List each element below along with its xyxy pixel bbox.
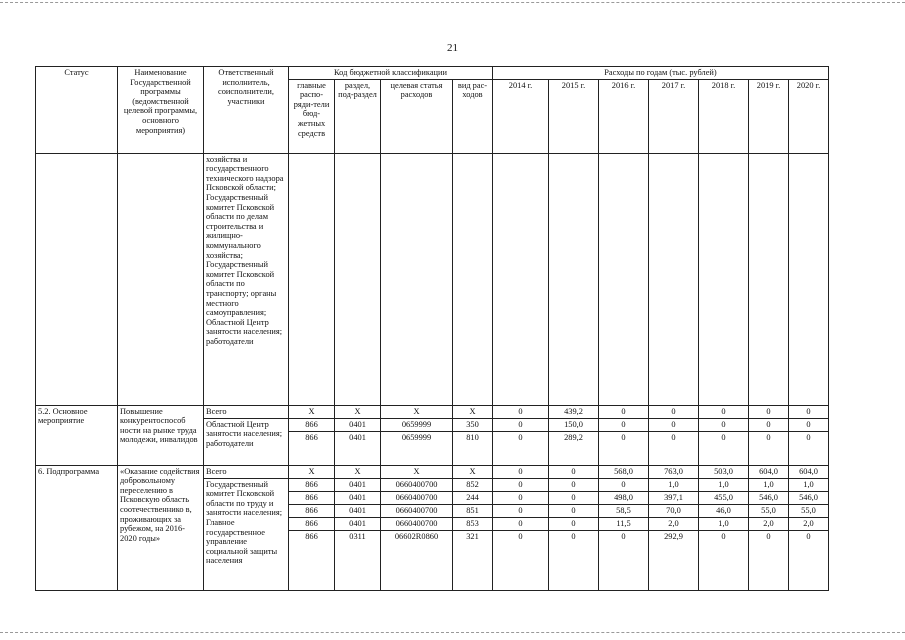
cell: 244 <box>453 491 493 504</box>
cell: 455,0 <box>699 491 749 504</box>
cell: 498,0 <box>599 491 649 504</box>
cell: 0 <box>599 530 649 590</box>
cell: 1,0 <box>749 478 789 491</box>
cell: 46,0 <box>699 504 749 517</box>
header-budget-code: Код бюджетной классификации <box>289 67 493 80</box>
block2-executor-total: Всего <box>204 465 289 478</box>
cell: 0 <box>493 491 549 504</box>
header-year-2018: 2018 г. <box>699 79 749 153</box>
cell: 0 <box>749 418 789 431</box>
table-row <box>36 405 829 418</box>
cell: 568,0 <box>599 465 649 478</box>
cell: 0 <box>493 504 549 517</box>
cell: 0 <box>749 405 789 418</box>
cell: 1,0 <box>699 478 749 491</box>
table-row <box>36 465 829 478</box>
cell: 0401 <box>335 504 381 517</box>
header-section: раздел, под-раздел <box>335 79 381 153</box>
cell: 0 <box>649 418 699 431</box>
budget-table <box>35 66 829 591</box>
cell: 0 <box>649 405 699 418</box>
cell: 851 <box>453 504 493 517</box>
cell: 0 <box>493 465 549 478</box>
cell: 0 <box>549 517 599 530</box>
cell: 0659999 <box>381 431 453 465</box>
cell: 604,0 <box>749 465 789 478</box>
cell: X <box>381 405 453 418</box>
cell: 0659999 <box>381 418 453 431</box>
cell: 0 <box>493 530 549 590</box>
cell: X <box>289 405 335 418</box>
block1-executor-total: Всего <box>204 405 289 418</box>
cell: 0 <box>549 465 599 478</box>
header-year-2015: 2015 г. <box>549 79 599 153</box>
cell: 0660400700 <box>381 517 453 530</box>
cell: 0660400700 <box>381 504 453 517</box>
cell: 763,0 <box>649 465 699 478</box>
cell: 0 <box>749 530 789 590</box>
header-grbs: главные распо-ряди-тели бюд-жетных средств <box>289 79 335 153</box>
cell: 866 <box>289 478 335 491</box>
cell: 2,0 <box>749 517 789 530</box>
cell: X <box>289 465 335 478</box>
cell: 866 <box>289 491 335 504</box>
page-number: 21 <box>447 42 458 54</box>
cell: 0 <box>549 504 599 517</box>
continued-executor: хозяйства и государственного технического надзора Псковской области; Государственный комитет Псковской области по делам строительства и жилищно-коммунального хозяйства; Государственный комитет Псковской области по транспорту; органы местного самоуправления; Областной Центр занятости населения; работодатели <box>204 153 289 405</box>
block2-executor: Государственный комитет Псковской области по труду и занятости населения; Главное государственное управление социальной защиты населения <box>204 478 289 590</box>
cell: 0 <box>789 530 829 590</box>
cell: 853 <box>453 517 493 530</box>
cell: 0401 <box>335 491 381 504</box>
cell: 439,2 <box>549 405 599 418</box>
cell: 503,0 <box>699 465 749 478</box>
cell: 0 <box>493 418 549 431</box>
cell: 0660400700 <box>381 478 453 491</box>
cell: 866 <box>289 517 335 530</box>
cell: 866 <box>289 431 335 465</box>
cell: 866 <box>289 504 335 517</box>
cell: 546,0 <box>749 491 789 504</box>
header-year-2016: 2016 г. <box>599 79 649 153</box>
cell: X <box>453 465 493 478</box>
cell: 0 <box>789 431 829 465</box>
header-expenses: Расходы по годам (тыс. рублей) <box>493 67 829 80</box>
cell: 0 <box>549 530 599 590</box>
cell: 0311 <box>335 530 381 590</box>
cell: 321 <box>453 530 493 590</box>
cell: 55,0 <box>749 504 789 517</box>
cell: 0 <box>789 418 829 431</box>
cell: 0 <box>699 418 749 431</box>
cell: 0 <box>599 478 649 491</box>
cell: 0 <box>493 478 549 491</box>
cell: 604,0 <box>789 465 829 478</box>
cell: 810 <box>453 431 493 465</box>
continued-row <box>36 153 829 405</box>
cell: 1,0 <box>789 478 829 491</box>
header-year-2017: 2017 г. <box>649 79 699 153</box>
cell: 55,0 <box>789 504 829 517</box>
cell: 0401 <box>335 418 381 431</box>
cell: 0 <box>699 431 749 465</box>
cell: 1,0 <box>649 478 699 491</box>
cell: 0 <box>599 418 649 431</box>
scan-edge-bottom <box>0 632 905 634</box>
cell: 0 <box>599 405 649 418</box>
cell: 06602R0860 <box>381 530 453 590</box>
cell: 150,0 <box>549 418 599 431</box>
cell: 0401 <box>335 431 381 465</box>
header-year-2020: 2020 г. <box>789 79 829 153</box>
cell: X <box>335 405 381 418</box>
cell: 0401 <box>335 517 381 530</box>
scan-edge-top <box>0 2 905 4</box>
block1-name: Повышение конкурентоспособ ности на рынке труда молодежи, инвалидов <box>118 405 204 465</box>
cell: 289,2 <box>549 431 599 465</box>
cell: 0 <box>699 405 749 418</box>
header-target: целевая статья расходов <box>381 79 453 153</box>
cell: 292,9 <box>649 530 699 590</box>
cell: 0 <box>549 491 599 504</box>
cell: 0401 <box>335 478 381 491</box>
cell: 866 <box>289 530 335 590</box>
cell: X <box>453 405 493 418</box>
cell: 0 <box>749 431 789 465</box>
cell: 0 <box>599 431 649 465</box>
block1-executor: Областной Центр занятости населения; работодатели <box>204 418 289 465</box>
cell: 0 <box>549 478 599 491</box>
cell: 0 <box>789 405 829 418</box>
cell: 546,0 <box>789 491 829 504</box>
cell: 11,5 <box>599 517 649 530</box>
cell: 2,0 <box>649 517 699 530</box>
cell: 2,0 <box>789 517 829 530</box>
header-name: Наименование Государственной программы (ведомственной целевой программы, основного мероприятия) <box>118 67 204 154</box>
cell: 866 <box>289 418 335 431</box>
header-executor: Ответственный исполнитель, соисполнители, участники <box>204 67 289 154</box>
cell: 58,5 <box>599 504 649 517</box>
cell: X <box>381 465 453 478</box>
cell: 0660400700 <box>381 491 453 504</box>
header-status: Статус <box>36 67 118 154</box>
header-year-2014: 2014 г. <box>493 79 549 153</box>
cell: 350 <box>453 418 493 431</box>
header-year-2019: 2019 г. <box>749 79 789 153</box>
cell: 70,0 <box>649 504 699 517</box>
cell: 0 <box>493 405 549 418</box>
cell: 0 <box>493 431 549 465</box>
header-kind: вид рас-ходов <box>453 79 493 153</box>
cell: 0 <box>649 431 699 465</box>
block2-status: 6. Подпрограмма <box>36 465 118 590</box>
cell: 0 <box>493 517 549 530</box>
cell: 852 <box>453 478 493 491</box>
cell: 0 <box>699 530 749 590</box>
cell: X <box>335 465 381 478</box>
cell: 1,0 <box>699 517 749 530</box>
block2-name: «Оказание содействия добровольному переселению в Псковскую область соотечественнико в, проживающих за рубежом, на 2016-2020 годы» <box>118 465 204 590</box>
cell: 397,1 <box>649 491 699 504</box>
block1-status: 5.2. Основное мероприятие <box>36 405 118 465</box>
